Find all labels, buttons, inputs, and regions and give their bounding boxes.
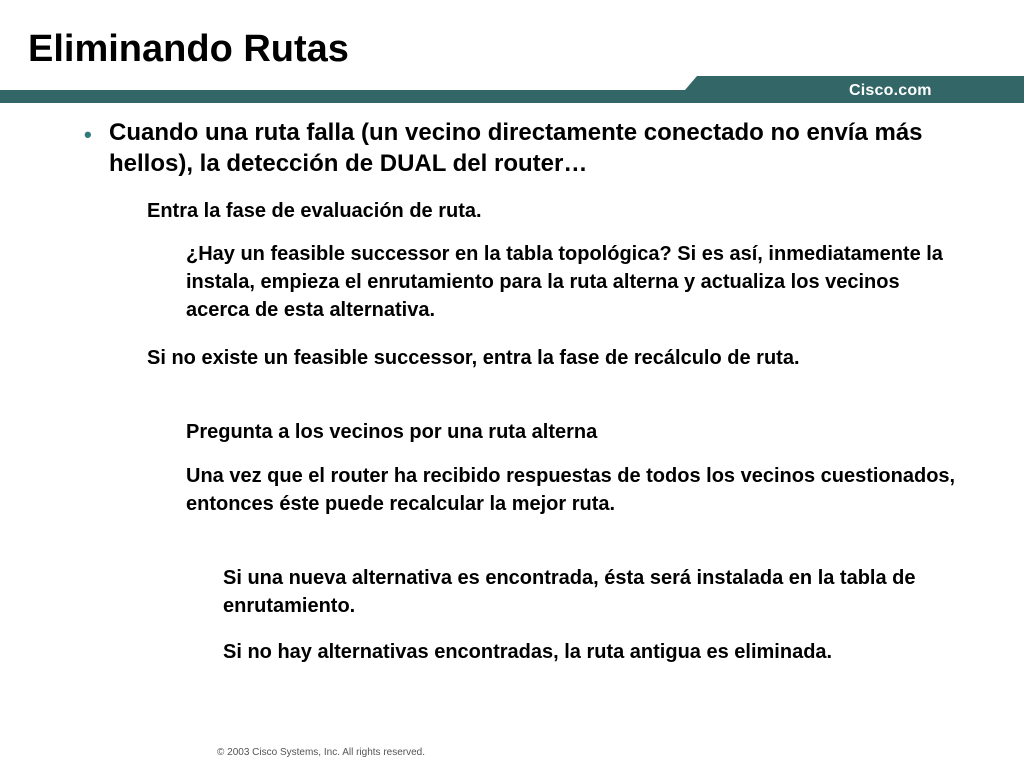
copyright-footer: © 2003 Cisco Systems, Inc. All rights reserved.: [217, 747, 426, 758]
list-item-level-1: Cuando una ruta falla (un vecino directamente conectado no envía más hellos), la detección de DUAL del router…: [109, 119, 923, 177]
list-item-level-4: Si no hay alternativas encontradas, la ruta antigua es eliminada.: [223, 641, 833, 663]
list-item-level-3: ¿Hay un feasible successor en la tabla topológica? Si es así, inmediatamente la instala, empieza el enrutamiento para la ruta alterna y actualiza los vecinos acerca de esta alternativa.: [186, 243, 943, 321]
brand-logo-text: Cisco.com: [849, 82, 932, 99]
list-item-level-4: Si una nueva alternativa es encontrada, ésta será instalada en la tabla de enrutamiento.: [223, 567, 916, 617]
list-item-level-2: Si no existe un feasible successor, entra la fase de recálculo de ruta.: [147, 347, 800, 369]
bullet-dot-icon: •: [84, 122, 92, 147]
list-item-level-3: Una vez que el router ha recibido respuestas de todos los vecinos cuestionados, entonces éste puede recalcular la mejor ruta.: [186, 465, 956, 515]
slide-title: Eliminando Rutas: [28, 28, 349, 70]
list-item-level-3: Pregunta a los vecinos por una ruta alterna: [186, 421, 598, 443]
list-item-level-2: Entra la fase de evaluación de ruta.: [147, 200, 482, 222]
